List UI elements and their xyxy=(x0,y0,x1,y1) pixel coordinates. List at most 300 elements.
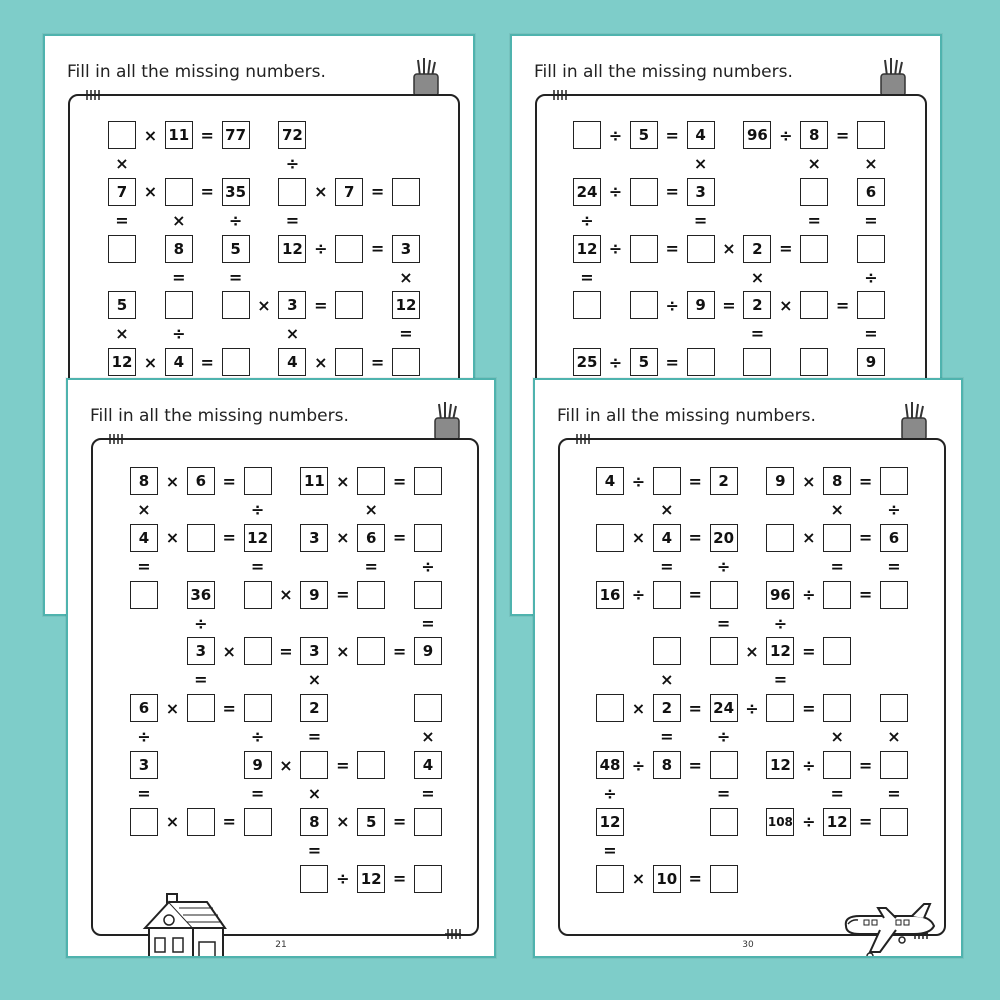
answer-box[interactable] xyxy=(596,524,624,552)
operator-sign: = xyxy=(370,239,385,259)
operator-sign: = xyxy=(200,182,214,202)
page-title: Fill in all the missing numbers. xyxy=(534,62,793,82)
tick-marks xyxy=(105,433,123,445)
operator-sign: × xyxy=(314,182,328,202)
answer-box[interactable] xyxy=(187,694,215,722)
operator-sign: ÷ xyxy=(228,210,243,230)
given-number-box: 6 xyxy=(880,524,908,552)
operator-sign: = xyxy=(279,641,293,661)
answer-box[interactable] xyxy=(335,235,363,263)
operator-sign: ÷ xyxy=(603,783,617,803)
operator-sign: ÷ xyxy=(314,239,328,259)
operator-sign: = xyxy=(858,812,873,832)
operator-sign: ÷ xyxy=(250,499,265,519)
given-number-box: 2 xyxy=(300,694,328,722)
answer-box[interactable] xyxy=(710,865,738,893)
operator-sign: = xyxy=(364,556,378,576)
operator-sign: × xyxy=(336,812,350,832)
answer-box[interactable] xyxy=(414,865,442,893)
operator-sign: ÷ xyxy=(580,210,594,230)
operator-sign: × xyxy=(336,471,350,491)
answer-box[interactable] xyxy=(278,178,306,206)
given-number-box: 3 xyxy=(392,235,420,263)
given-number-box: 77 xyxy=(222,121,250,149)
answer-box[interactable] xyxy=(108,235,136,263)
given-number-box: 3 xyxy=(300,637,328,665)
operator-sign: = xyxy=(137,783,151,803)
operator-sign: = xyxy=(665,182,679,202)
given-number-box: 16 xyxy=(596,581,624,609)
answer-box[interactable] xyxy=(823,581,851,609)
answer-box[interactable] xyxy=(857,121,885,149)
operator-sign: × xyxy=(745,641,759,661)
operator-sign: = xyxy=(222,471,236,491)
given-number-box: 108 xyxy=(766,808,794,836)
operator-sign: ÷ xyxy=(802,585,816,605)
answer-box[interactable] xyxy=(823,751,851,779)
operator-sign: = xyxy=(421,613,435,633)
given-number-box: 35 xyxy=(222,178,250,206)
answer-box[interactable] xyxy=(335,348,363,376)
given-number-box: 4 xyxy=(165,348,193,376)
answer-box[interactable] xyxy=(800,348,828,376)
operator-sign: = xyxy=(250,783,265,803)
operator-sign: × xyxy=(143,125,158,145)
given-number-box: 12 xyxy=(766,751,794,779)
answer-box[interactable] xyxy=(653,637,681,665)
operator-sign: ÷ xyxy=(285,153,300,173)
operator-sign: = xyxy=(864,210,878,230)
given-number-box: 5 xyxy=(357,808,385,836)
operator-sign: ÷ xyxy=(250,727,265,747)
operator-sign: = xyxy=(392,641,407,661)
operator-sign: = xyxy=(802,698,816,718)
given-number-box: 12 xyxy=(823,808,851,836)
operator-sign: × xyxy=(660,499,674,519)
operator-sign: = xyxy=(716,783,731,803)
operator-sign: = xyxy=(336,585,350,605)
pencil-cup-icon xyxy=(409,56,443,98)
operator-sign: = xyxy=(392,869,407,889)
page-number: 21 xyxy=(275,940,287,950)
operator-sign: = xyxy=(750,324,765,344)
operator-sign: = xyxy=(722,295,736,315)
operator-sign: = xyxy=(864,324,878,344)
operator-sign: × xyxy=(165,812,180,832)
given-number-box: 3 xyxy=(130,751,158,779)
given-number-box: 6 xyxy=(357,524,385,552)
given-number-box: 11 xyxy=(165,121,193,149)
operator-sign: = xyxy=(228,267,243,287)
given-number-box: 9 xyxy=(414,637,442,665)
operator-sign: × xyxy=(336,641,350,661)
given-number-box: 8 xyxy=(800,121,828,149)
operator-sign: × xyxy=(631,869,646,889)
answer-box[interactable] xyxy=(596,694,624,722)
given-number-box: 9 xyxy=(857,348,885,376)
given-number-box: 96 xyxy=(743,121,771,149)
operator-sign: = xyxy=(665,125,679,145)
given-number-box: 4 xyxy=(278,348,306,376)
given-number-box: 11 xyxy=(300,467,328,495)
answer-box[interactable] xyxy=(300,865,328,893)
answer-box[interactable] xyxy=(244,637,272,665)
answer-box[interactable] xyxy=(300,751,328,779)
answer-box[interactable] xyxy=(857,235,885,263)
answer-box[interactable] xyxy=(857,291,885,319)
operator-sign: = xyxy=(802,641,816,661)
given-number-box: 3 xyxy=(687,178,715,206)
answer-box[interactable] xyxy=(653,467,681,495)
operator-sign: = xyxy=(392,471,407,491)
operator-sign: = xyxy=(858,528,873,548)
answer-box[interactable] xyxy=(743,348,771,376)
answer-box[interactable] xyxy=(244,581,272,609)
answer-box[interactable] xyxy=(244,467,272,495)
operator-sign: = xyxy=(688,869,702,889)
operator-sign: = xyxy=(392,528,407,548)
answer-box[interactable] xyxy=(823,524,851,552)
operator-sign: × xyxy=(165,471,180,491)
operator-sign: × xyxy=(864,153,878,173)
operator-sign: = xyxy=(773,670,788,690)
operator-sign: × xyxy=(802,471,816,491)
operator-sign: = xyxy=(688,698,702,718)
given-number-box: 4 xyxy=(687,121,715,149)
operator-sign: = xyxy=(660,727,674,747)
operator-sign: × xyxy=(364,499,378,519)
puzzle-frame xyxy=(91,438,479,936)
operator-sign: × xyxy=(887,727,901,747)
operator-sign: = xyxy=(421,783,435,803)
given-number-box: 9 xyxy=(300,581,328,609)
operator-sign: = xyxy=(307,840,322,860)
given-number-box: 20 xyxy=(710,524,738,552)
puzzle-frame xyxy=(558,438,946,936)
pencil-cup-icon xyxy=(897,400,931,442)
given-number-box: 25 xyxy=(573,348,601,376)
operator-sign: ÷ xyxy=(779,125,793,145)
answer-box[interactable] xyxy=(244,694,272,722)
answer-box[interactable] xyxy=(687,348,715,376)
tick-marks xyxy=(572,433,590,445)
operator-sign: ÷ xyxy=(887,499,901,519)
operator-sign: = xyxy=(194,670,208,690)
operator-sign: = xyxy=(285,210,300,230)
given-number-box: 12 xyxy=(392,291,420,319)
operator-sign: ÷ xyxy=(336,869,350,889)
operator-sign: × xyxy=(631,528,646,548)
answer-box[interactable] xyxy=(687,235,715,263)
answer-box[interactable] xyxy=(130,808,158,836)
operator-sign: × xyxy=(257,295,271,315)
given-number-box: 6 xyxy=(857,178,885,206)
answer-box[interactable] xyxy=(653,581,681,609)
given-number-box: 12 xyxy=(278,235,306,263)
operator-sign: = xyxy=(665,239,679,259)
operator-sign: = xyxy=(399,324,413,344)
given-number-box: 4 xyxy=(596,467,624,495)
operator-sign: × xyxy=(421,727,435,747)
operator-sign: ÷ xyxy=(716,727,731,747)
given-number-box: 36 xyxy=(187,581,215,609)
answer-box[interactable] xyxy=(244,808,272,836)
operator-sign: × xyxy=(830,727,844,747)
operator-sign: = xyxy=(688,471,702,491)
page-number: 30 xyxy=(742,940,754,950)
operator-sign: ÷ xyxy=(172,324,186,344)
operator-sign: ÷ xyxy=(137,727,151,747)
operator-sign: ÷ xyxy=(421,556,435,576)
given-number-box: 4 xyxy=(414,751,442,779)
given-number-box: 3 xyxy=(278,291,306,319)
operator-sign: ÷ xyxy=(608,352,623,372)
given-number-box: 6 xyxy=(130,694,158,722)
operator-sign: = xyxy=(222,698,236,718)
answer-box[interactable] xyxy=(187,808,215,836)
answer-box[interactable] xyxy=(335,291,363,319)
operator-sign: ÷ xyxy=(802,755,816,775)
operator-sign: = xyxy=(693,210,708,230)
operator-sign: = xyxy=(665,352,679,372)
operator-sign: × xyxy=(307,783,322,803)
operator-sign: × xyxy=(779,295,793,315)
operator-sign: × xyxy=(279,755,293,775)
answer-box[interactable] xyxy=(766,524,794,552)
answer-box[interactable] xyxy=(596,865,624,893)
answer-box[interactable] xyxy=(414,581,442,609)
operator-sign: = xyxy=(250,556,265,576)
operator-sign: = xyxy=(887,783,901,803)
operator-sign: × xyxy=(115,153,129,173)
operator-sign: = xyxy=(688,528,702,548)
operator-sign: = xyxy=(835,125,850,145)
operator-sign: ÷ xyxy=(631,755,646,775)
page-title: Fill in all the missing numbers. xyxy=(67,62,326,82)
given-number-box: 12 xyxy=(596,808,624,836)
given-number-box: 4 xyxy=(653,524,681,552)
given-number-box: 12 xyxy=(357,865,385,893)
operator-sign: × xyxy=(660,670,674,690)
operator-sign: × xyxy=(336,528,350,548)
operator-sign: = xyxy=(222,812,236,832)
answer-box[interactable] xyxy=(357,751,385,779)
answer-box[interactable] xyxy=(187,524,215,552)
operator-sign: = xyxy=(830,556,844,576)
given-number-box: 96 xyxy=(766,581,794,609)
given-number-box: 5 xyxy=(108,291,136,319)
operator-sign: = xyxy=(336,755,350,775)
operator-sign: = xyxy=(779,239,793,259)
given-number-box: 12 xyxy=(244,524,272,552)
answer-box[interactable] xyxy=(414,808,442,836)
pencil-cup-icon xyxy=(876,56,910,98)
answer-box[interactable] xyxy=(710,581,738,609)
operator-sign: ÷ xyxy=(773,613,788,633)
answer-box[interactable] xyxy=(392,178,420,206)
answer-box[interactable] xyxy=(766,694,794,722)
answer-box[interactable] xyxy=(710,751,738,779)
operator-sign: ÷ xyxy=(631,585,646,605)
page-title: Fill in all the missing numbers. xyxy=(557,406,816,426)
operator-sign: × xyxy=(137,499,151,519)
operator-sign: ÷ xyxy=(608,125,623,145)
answer-box[interactable] xyxy=(222,291,250,319)
given-number-box: 3 xyxy=(187,637,215,665)
operator-sign: ÷ xyxy=(194,613,208,633)
operator-sign: = xyxy=(603,840,617,860)
answer-box[interactable] xyxy=(165,178,193,206)
answer-box[interactable] xyxy=(357,467,385,495)
answer-box[interactable] xyxy=(222,348,250,376)
operator-sign: ÷ xyxy=(608,239,623,259)
given-number-box: 9 xyxy=(244,751,272,779)
operator-sign: = xyxy=(115,210,129,230)
operator-sign: = xyxy=(222,528,236,548)
operator-sign: = xyxy=(858,585,873,605)
given-number-box: 8 xyxy=(165,235,193,263)
answer-box[interactable] xyxy=(630,178,658,206)
operator-sign: × xyxy=(807,153,821,173)
given-number-box: 24 xyxy=(573,178,601,206)
operator-sign: × xyxy=(802,528,816,548)
answer-box[interactable] xyxy=(630,235,658,263)
answer-box[interactable] xyxy=(823,637,851,665)
answer-box[interactable] xyxy=(880,808,908,836)
operator-sign: ÷ xyxy=(716,556,731,576)
given-number-box: 48 xyxy=(596,751,624,779)
given-number-box: 8 xyxy=(300,808,328,836)
pencil-cup-icon xyxy=(430,400,464,442)
answer-box[interactable] xyxy=(880,581,908,609)
answer-box[interactable] xyxy=(414,524,442,552)
operator-sign: ÷ xyxy=(665,295,679,315)
operator-sign: × xyxy=(172,210,186,230)
operator-sign: × xyxy=(222,641,236,661)
given-number-box: 12 xyxy=(573,235,601,263)
operator-sign: × xyxy=(399,267,413,287)
answer-box[interactable] xyxy=(414,694,442,722)
given-number-box: 72 xyxy=(278,121,306,149)
operator-sign: = xyxy=(807,210,821,230)
operator-sign: × xyxy=(750,267,765,287)
operator-sign: = xyxy=(835,295,850,315)
worksheet-page-bottom-left xyxy=(66,378,496,958)
operator-sign: ÷ xyxy=(631,471,646,491)
operator-sign: × xyxy=(693,153,708,173)
operator-sign: = xyxy=(830,783,844,803)
answer-box[interactable] xyxy=(573,121,601,149)
operator-sign: = xyxy=(307,727,322,747)
operator-sign: = xyxy=(688,755,702,775)
operator-sign: = xyxy=(314,295,328,315)
operator-sign: = xyxy=(392,812,407,832)
worksheet-page-bottom-right xyxy=(533,378,963,958)
answer-box[interactable] xyxy=(357,581,385,609)
given-number-box: 6 xyxy=(187,467,215,495)
operator-sign: × xyxy=(165,528,180,548)
given-number-box: 9 xyxy=(687,291,715,319)
operator-sign: ÷ xyxy=(802,812,816,832)
answer-box[interactable] xyxy=(800,235,828,263)
given-number-box: 8 xyxy=(130,467,158,495)
answer-box[interactable] xyxy=(630,291,658,319)
given-number-box: 12 xyxy=(766,637,794,665)
operator-sign: × xyxy=(165,698,180,718)
operator-sign: × xyxy=(830,499,844,519)
answer-box[interactable] xyxy=(880,751,908,779)
answer-box[interactable] xyxy=(800,178,828,206)
given-number-box: 2 xyxy=(653,694,681,722)
tick-marks xyxy=(549,89,567,101)
given-number-box: 5 xyxy=(630,121,658,149)
given-number-box: 10 xyxy=(653,865,681,893)
given-number-box: 7 xyxy=(335,178,363,206)
answer-box[interactable] xyxy=(392,348,420,376)
operator-sign: = xyxy=(580,267,594,287)
given-number-box: 5 xyxy=(222,235,250,263)
answer-box[interactable] xyxy=(710,637,738,665)
operator-sign: = xyxy=(172,267,186,287)
operator-sign: × xyxy=(143,182,158,202)
answer-box[interactable] xyxy=(165,291,193,319)
given-number-box: 5 xyxy=(630,348,658,376)
given-number-box: 2 xyxy=(743,235,771,263)
operator-sign: ÷ xyxy=(864,267,878,287)
given-number-box: 12 xyxy=(108,348,136,376)
answer-box[interactable] xyxy=(880,694,908,722)
given-number-box: 7 xyxy=(108,178,136,206)
answer-box[interactable] xyxy=(357,637,385,665)
operator-sign: ÷ xyxy=(608,182,623,202)
operator-sign: × xyxy=(115,324,129,344)
operator-sign: = xyxy=(688,585,702,605)
answer-box[interactable] xyxy=(573,291,601,319)
operator-sign: = xyxy=(137,556,151,576)
operator-sign: × xyxy=(307,670,322,690)
operator-sign: = xyxy=(200,352,214,372)
operator-sign: = xyxy=(858,755,873,775)
answer-box[interactable] xyxy=(108,121,136,149)
answer-box[interactable] xyxy=(880,467,908,495)
answer-box[interactable] xyxy=(823,694,851,722)
operator-sign: = xyxy=(660,556,674,576)
operator-sign: = xyxy=(858,471,873,491)
operator-sign: = xyxy=(370,352,385,372)
operator-sign: = xyxy=(370,182,385,202)
answer-box[interactable] xyxy=(414,467,442,495)
operator-sign: = xyxy=(716,613,731,633)
given-number-box: 8 xyxy=(823,467,851,495)
operator-sign: × xyxy=(314,352,328,372)
tick-marks xyxy=(445,928,463,940)
operator-sign: ÷ xyxy=(745,698,759,718)
given-number-box: 9 xyxy=(766,467,794,495)
operator-sign: × xyxy=(143,352,158,372)
answer-box[interactable] xyxy=(130,581,158,609)
given-number-box: 8 xyxy=(653,751,681,779)
given-number-box: 2 xyxy=(743,291,771,319)
operator-sign: = xyxy=(200,125,214,145)
given-number-box: 24 xyxy=(710,694,738,722)
operator-sign: × xyxy=(285,324,300,344)
answer-box[interactable] xyxy=(800,291,828,319)
given-number-box: 4 xyxy=(130,524,158,552)
given-number-box: 3 xyxy=(300,524,328,552)
given-number-box: 2 xyxy=(710,467,738,495)
answer-box[interactable] xyxy=(710,808,738,836)
operator-sign: × xyxy=(279,585,293,605)
